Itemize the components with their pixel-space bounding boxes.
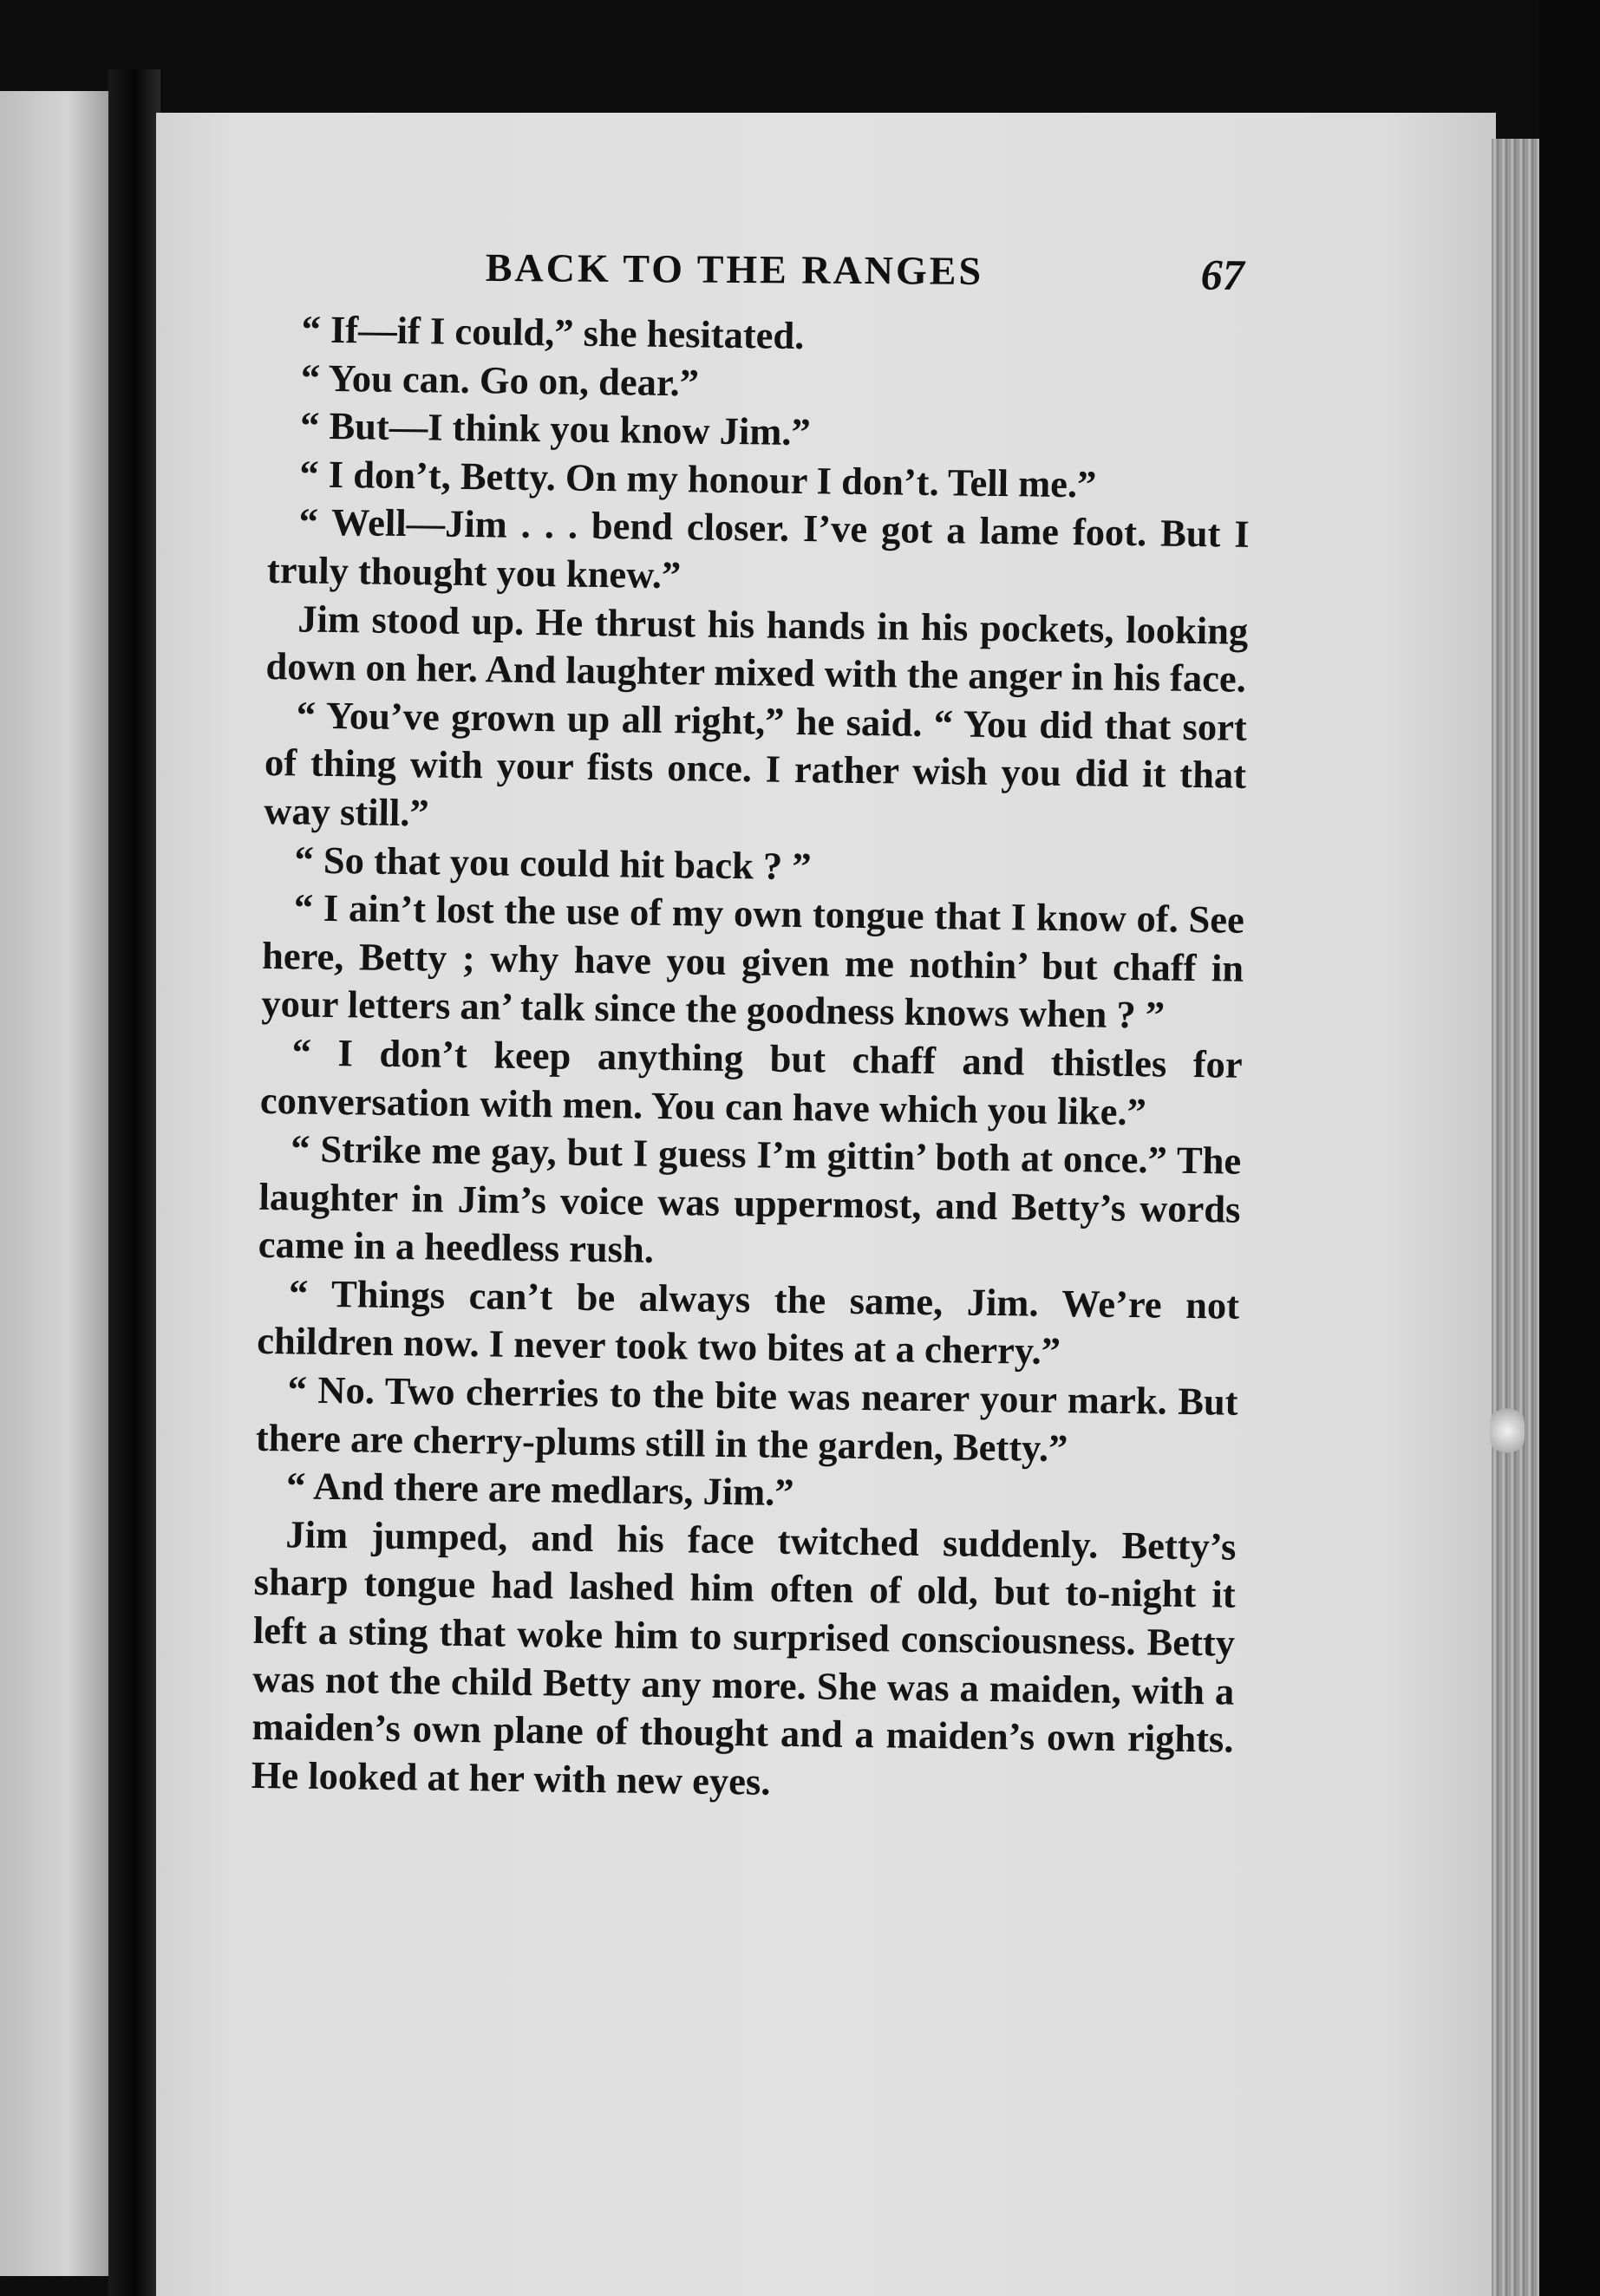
paragraph: Jim jumped, and his face twitched suddenly. Betty’s sharp tongue had lashed him often of old, but to-night it left a sting that woke him to surprised consciousness. Betty was not the child Betty any more. She was a maiden, with a maiden’s own plane of thought and a maiden’s own rights. He looked at her with new eyes. xyxy=(251,1512,1237,1804)
paragraph: “ You’ve grown up all right,” he said. “ You did that sort of thing with your fists once. I rather wish you did it that way still.” xyxy=(264,693,1248,835)
paragraph: “ But—I think you know Jim.” xyxy=(299,403,812,454)
paragraph: “ So that you could hit back ? ” xyxy=(294,837,812,888)
paragraph: Jim stood up. He thrust his hands in his pockets, looking down on her. And laughter mixed with the anger in his face. xyxy=(265,597,1249,701)
scan-background-right xyxy=(1539,0,1600,2296)
paragraph: “ Well—Jim . . . bend closer. I’ve got a lame foot. But I truly thought you knew.” xyxy=(266,499,1250,597)
paragraph: “ I don’t, Betty. On my honour I don’t. Tell me.” xyxy=(299,452,1097,506)
page-clip-mark xyxy=(1490,1405,1525,1457)
paragraph: “ I ain’t lost the use of my own tongue that I know of. See here, Betty ; why have you given me nothin’ but chaff in your letters an’ talk since the goodness knows when ? ” xyxy=(261,885,1245,1037)
running-head-title: BACK TO THE RANGES xyxy=(485,245,984,293)
facing-page-edge xyxy=(0,91,113,2276)
paragraph: “ No. Two cherries to the bite was nearer your mark. But there are cherry-plums still in the garden, Betty.” xyxy=(255,1367,1238,1470)
body-text xyxy=(251,305,1251,1812)
paragraph: “ Things can’t be always the same, Jim. We’re not children now. I never took two bites at a cherry.” xyxy=(257,1271,1240,1373)
paragraph: “ You can. Go on, dear.” xyxy=(300,355,700,405)
paragraph: “ I don’t keep anything but chaff and thistles for conversation with men. You can have which you like.” xyxy=(259,1030,1243,1133)
page-number: 67 xyxy=(1200,250,1244,300)
page-stack-edge xyxy=(1492,139,1539,2296)
book-gutter-shadow xyxy=(108,69,160,2296)
paragraph: “ And there are medlars, Jim.” xyxy=(285,1464,794,1515)
paragraph: “ If—if I could,” she hesitated. xyxy=(301,307,805,358)
paragraph: “ Strike me gay, but I guess I’m gittin’ both at once.” The laughter in Jim’s voice was uppermost, and Betty’s words came in a heedless rush. xyxy=(258,1126,1242,1272)
